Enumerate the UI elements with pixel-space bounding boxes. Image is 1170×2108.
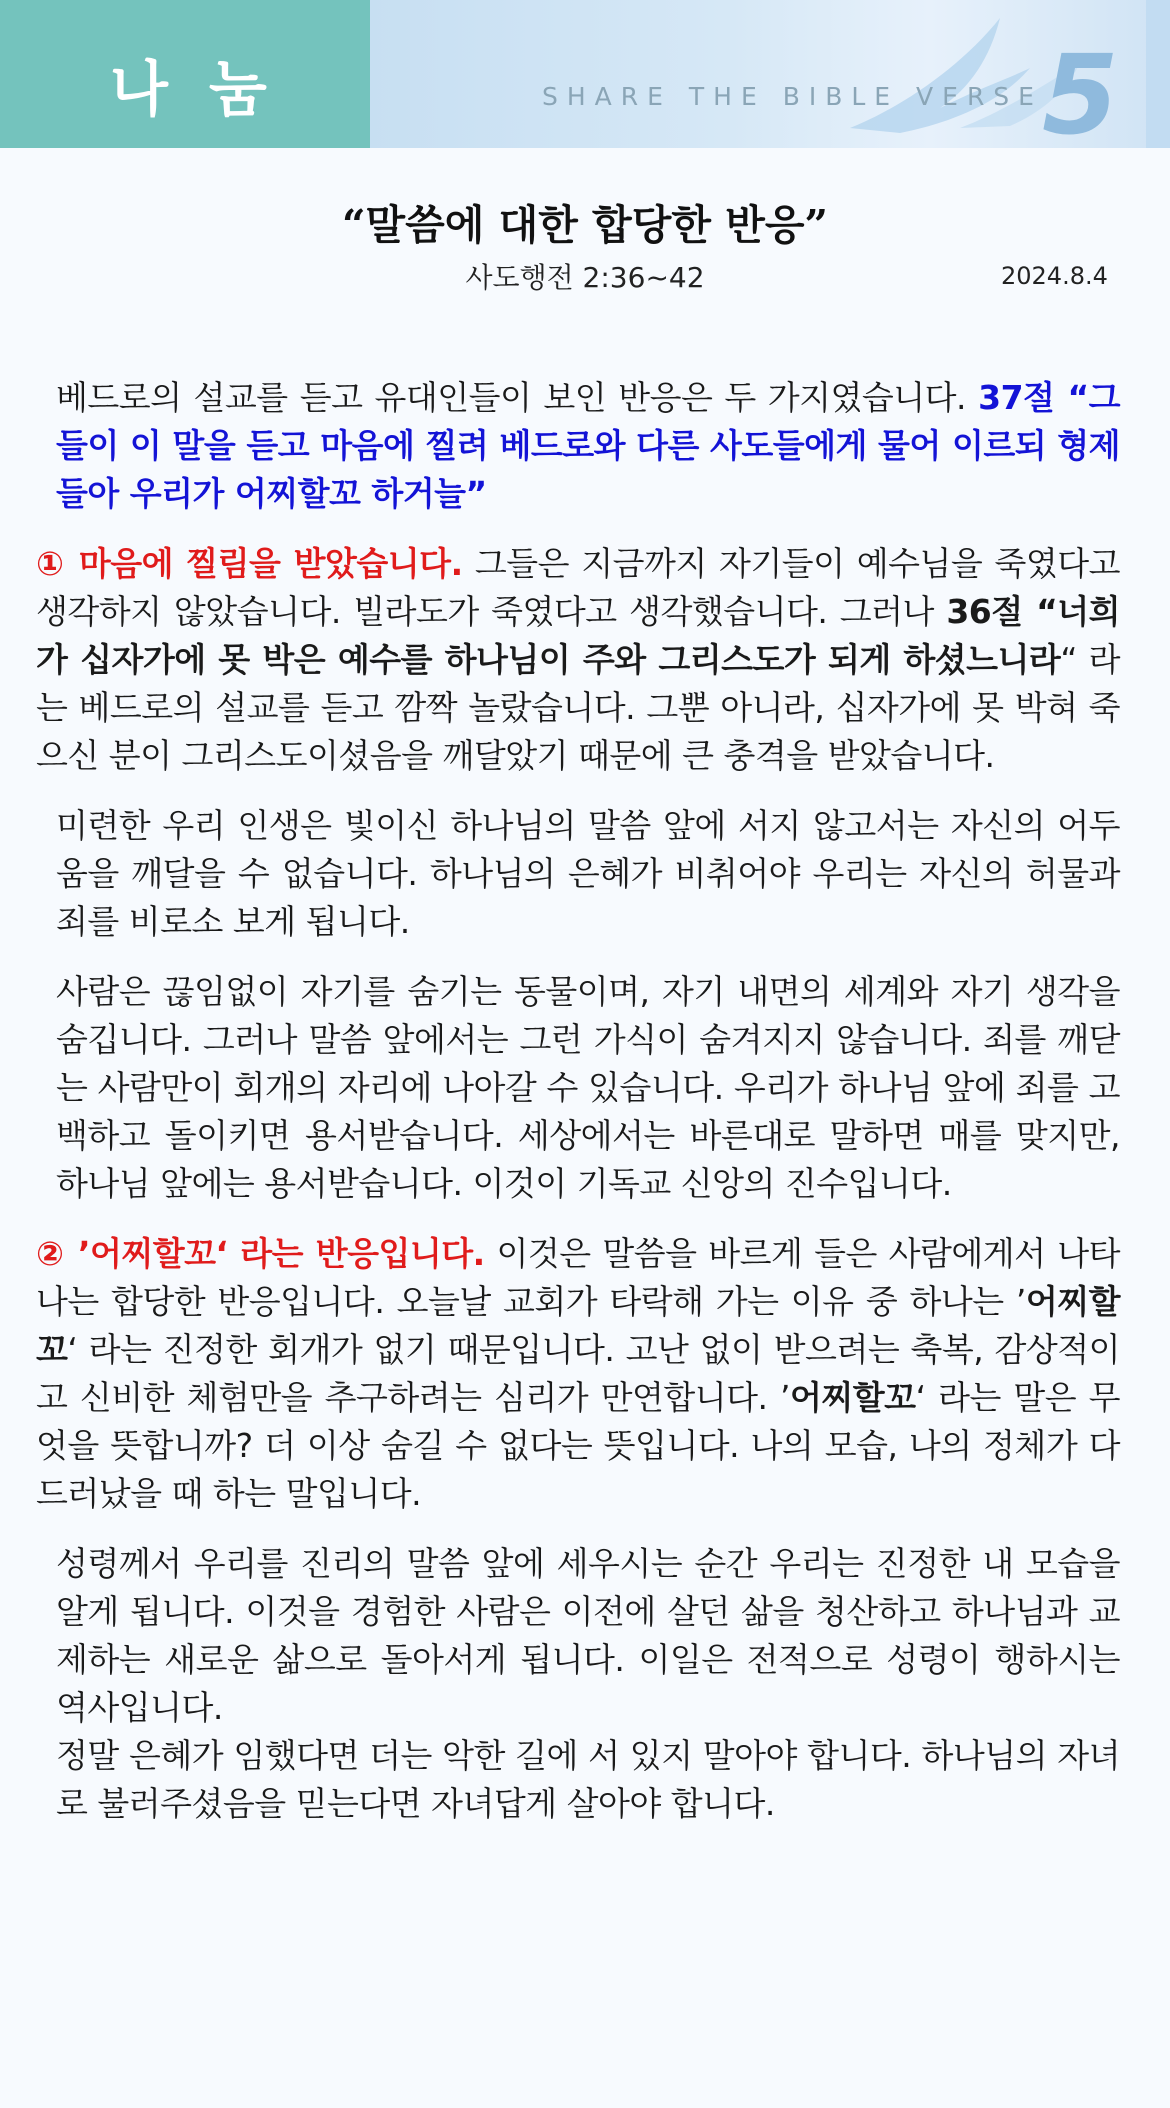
intro-text: 베드로의 설교를 듣고 유대인들이 보인 반응은 두 가지였습니다.	[56, 378, 967, 417]
header-subtitle: SHARE THE BIBLE VERSE	[542, 82, 1043, 111]
header-banner	[0, 0, 1170, 159]
verse-36-quote: 36절 “너희가 십자가에 못 박은 예수를 하나님이 주와 그리스도가 되게 하셨느니라	[36, 592, 1121, 679]
point-1-heading: ① 마음에 찔림을 받았습니다.	[36, 544, 463, 583]
header-title: 나 눔	[110, 55, 277, 125]
point-1-text-a: 그들은 지금까지 자기들이 예수님을 죽였다고 생각하지 않았습니다. 빌라도가 죽였다고 생각했습니다. 그러나	[36, 544, 1120, 631]
sermon-body	[36, 374, 1120, 1828]
paragraph-4: 사람은 끊임없이 자기를 숨기는 동물이며, 자기 내면의 세계와 자기 생각을 숨깁니다. 그러나 말씀 앞에서는 그런 가식이 숨겨지지 않습니다. 죄를 깨닫는 사람만이 회개의 자리에 나아갈 수 있습니다. 우리가 하나님 앞에 죄를 고백하고 돌이키면 용서받습니다. 세상에서는 바른대로 말하면 매를 맞지만, 하나님 앞에는 용서받습니다. 이것이 기독교 신앙의 진수입니다.	[56, 972, 1120, 1203]
paragraph-point-2	[36, 1230, 1120, 1518]
sermon-title: “말씀에 대한 합당한 반응”	[341, 201, 829, 249]
point-2-bold-2: 어찌할꼬	[790, 1378, 916, 1417]
verse-37-quote: 37절 “그들이 이 말을 듣고 마음에 찔려 베드로와 다른 사도들에게 물어 이르되 형제들아 우리가 어찌할꼬 하거늘”	[56, 378, 1121, 513]
point-2-text-c: ‘ 라는 말은 무엇을 뜻합니까? 더 이상 숨길 수 없다는 뜻입니다. 나의 모습, 나의 정체가 다 드러났을 때 하는 말입니다.	[36, 1378, 1120, 1513]
paragraph-point-1	[36, 540, 1120, 780]
point-2-bold-1: 어찌할꼬	[36, 1282, 1120, 1369]
point-2-text-b: ‘ 라는 진정한 회개가 없기 때문입니다. 고난 없이 받으려는 축복, 감상적이고 신비한 체험만을 추구하려는 심리가 만연합니다. ’	[36, 1330, 1120, 1417]
paragraph-intro	[36, 374, 1120, 518]
header-left-panel	[0, 0, 370, 148]
paragraph-3: 미련한 우리 인생은 빛이신 하나님의 말씀 앞에 서지 않고서는 자신의 어두움을 깨달을 수 없습니다. 하나님의 은혜가 비취어야 우리는 자신의 허물과 죄를 비로소 보게 됩니다.	[56, 806, 1120, 941]
point-1-text-b: “ 라는 베드로의 설교를 듣고 깜짝 놀랐습니다. 그뿐 아니라, 십자가에 못 박혀 죽으신 분이 그리스도이셨음을 깨달았기 때문에 큰 충격을 받았습니다.	[36, 640, 1120, 775]
sermon-date: 2024.8.4	[1001, 262, 1108, 290]
header-number: 5	[1042, 31, 1119, 159]
header-edge-strip	[1146, 0, 1170, 148]
point-2-text-a: 이것은 말씀을 바르게 들은 사람에게서 나타나는 합당한 반응입니다. 오늘날 교회가 타락해 가는 이유 중 하나는 ’	[36, 1234, 1120, 1321]
paragraph-6: 성령께서 우리를 진리의 말씀 앞에 세우시는 순간 우리는 진정한 내 모습을 알게 됩니다. 이것을 경험한 사람은 이전에 살던 삶을 청산하고 하나님과 교제하는 새로운 삶으로 돌아서게 됩니다. 이일은 전적으로 성령이 행하시는 역사입니다.	[56, 1544, 1120, 1727]
scripture-reference: 사도행전 2:36~42	[465, 261, 705, 294]
paragraph-7: 정말 은혜가 임했다면 더는 악한 길에 서 있지 말아야 합니다. 하나님의 자녀로 불러주셨음을 믿는다면 자녀답게 살아야 합니다.	[56, 1736, 1120, 1823]
point-2-heading: ② ’어찌할꼬‘ 라는 반응입니다.	[36, 1234, 485, 1273]
